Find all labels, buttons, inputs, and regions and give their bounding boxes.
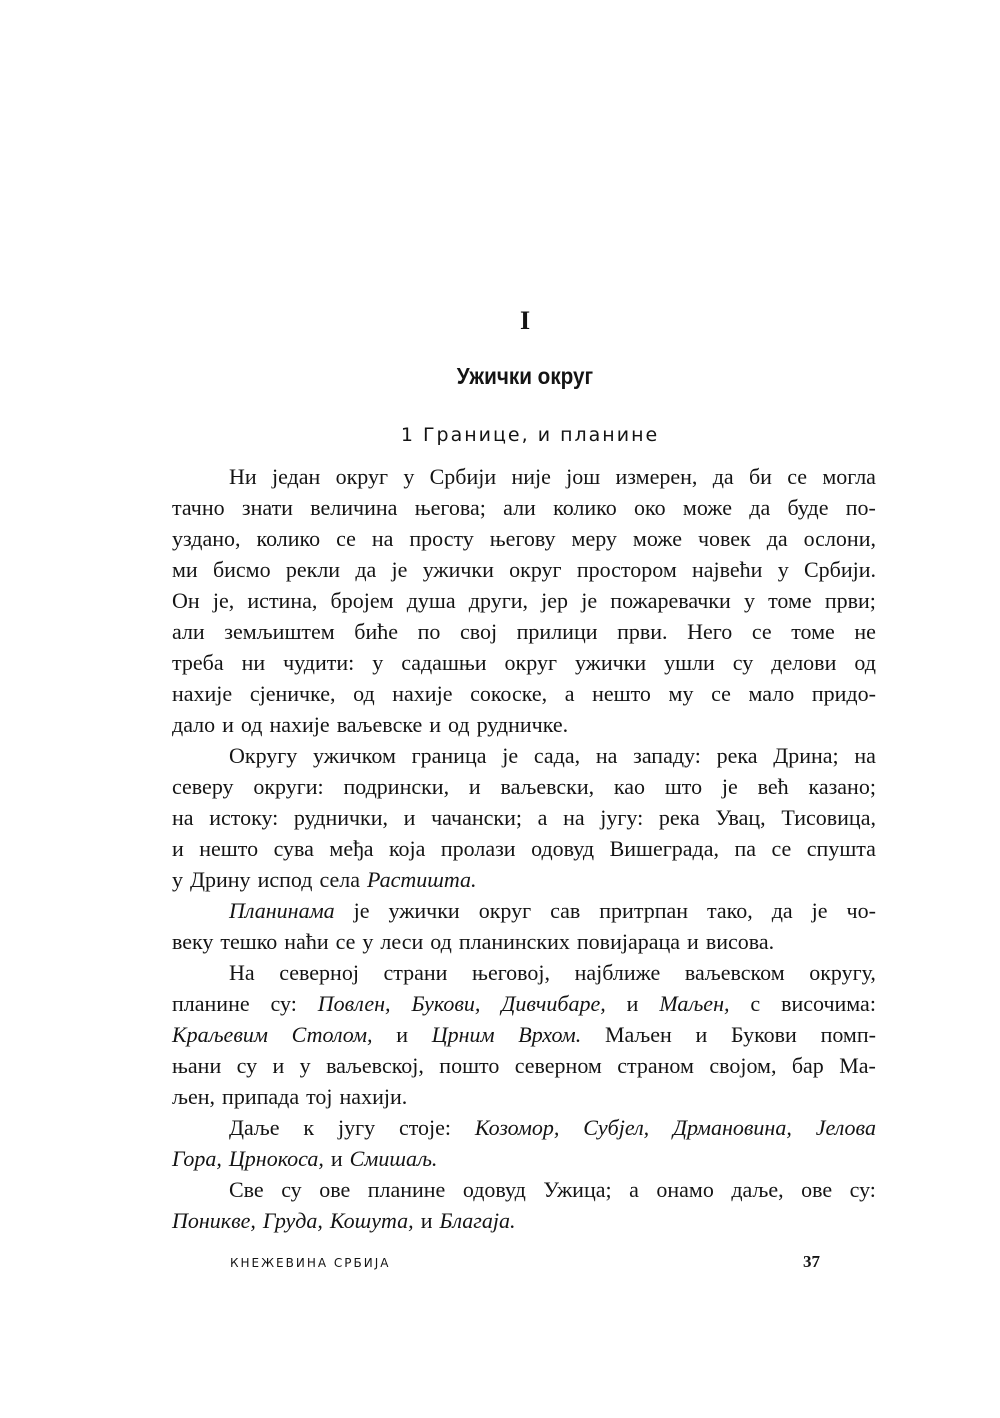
word: у xyxy=(372,650,384,675)
word: ужички xyxy=(574,650,647,675)
text-line xyxy=(172,585,876,616)
word: сува xyxy=(273,836,314,861)
text-line xyxy=(172,833,876,864)
word: је xyxy=(353,898,370,923)
word: округи: xyxy=(253,774,324,799)
word: округу, xyxy=(809,960,876,985)
word: испод xyxy=(257,867,313,892)
word: дало xyxy=(172,712,216,737)
word: је, xyxy=(212,588,235,613)
word: Тисовица, xyxy=(781,805,876,830)
word: Црним xyxy=(431,1022,495,1047)
word: планинских xyxy=(458,929,570,954)
word: од xyxy=(240,712,263,737)
word: ове xyxy=(319,1177,351,1202)
word: ваљевском xyxy=(684,960,785,985)
word: пролази xyxy=(440,836,516,861)
word: западу: xyxy=(633,743,701,768)
word: и xyxy=(687,929,699,954)
section-title: 1 Границе, и планине xyxy=(400,424,660,446)
word: Ни xyxy=(229,464,257,489)
word: треба xyxy=(172,650,224,675)
word: помп- xyxy=(820,1022,876,1047)
word: а xyxy=(629,1177,639,1202)
chapter-title: Ужички округ xyxy=(456,363,594,389)
word: најближе xyxy=(574,960,661,985)
word: и xyxy=(403,805,416,830)
word: нахије xyxy=(392,681,453,706)
word: Растишта. xyxy=(366,867,477,892)
word: југу: xyxy=(600,805,644,830)
word: Столом, xyxy=(291,1022,373,1047)
word: Све xyxy=(229,1177,264,1202)
word: Дрмановина, xyxy=(673,1115,792,1140)
word: знати xyxy=(241,495,293,520)
text-line xyxy=(172,461,876,492)
word: ужички xyxy=(388,898,460,923)
word: округ xyxy=(478,898,532,923)
word: да xyxy=(766,526,788,551)
word: земљиштем xyxy=(224,619,335,644)
word: је xyxy=(811,898,828,923)
word: и xyxy=(626,991,639,1016)
word: у xyxy=(403,464,415,489)
word: Повлен, xyxy=(317,991,391,1016)
word: меру xyxy=(571,526,617,551)
word: је xyxy=(581,588,598,613)
word: још xyxy=(566,464,601,489)
word: Смишаљ. xyxy=(349,1146,438,1171)
word: други, xyxy=(468,588,528,613)
text-line xyxy=(172,1050,876,1081)
word: Благаја. xyxy=(439,1208,516,1233)
running-title: КНЕЖЕВИНА СРБИЈА xyxy=(230,1256,391,1270)
word: у xyxy=(777,557,789,582)
word: већ xyxy=(757,774,789,799)
word: да xyxy=(712,464,734,489)
word: височима: xyxy=(781,991,876,1016)
word: подрински, xyxy=(343,774,450,799)
word: по- xyxy=(845,495,876,520)
word: к xyxy=(303,1115,315,1140)
word: Врхом. xyxy=(518,1022,582,1047)
text-line xyxy=(172,926,876,957)
text-line xyxy=(172,647,876,678)
word: делови xyxy=(771,650,837,675)
word: Груда, xyxy=(262,1208,323,1233)
word: нешто xyxy=(592,681,651,706)
word: у xyxy=(362,929,374,954)
word: његову xyxy=(489,526,556,551)
word: по xyxy=(417,619,441,644)
word: је xyxy=(721,774,738,799)
word: северу xyxy=(172,774,234,799)
word: округ xyxy=(335,464,389,489)
word: се xyxy=(336,526,356,551)
text-line xyxy=(172,1019,876,1050)
text-line xyxy=(172,616,876,647)
word: Краљевим xyxy=(172,1022,268,1047)
word: се xyxy=(771,836,792,861)
word: Он xyxy=(172,588,200,613)
word: од xyxy=(353,681,375,706)
word: бисмо xyxy=(212,557,271,582)
word: ми xyxy=(172,557,198,582)
word: су: xyxy=(849,1177,876,1202)
word: одовуд xyxy=(462,1177,526,1202)
word: његовој, xyxy=(472,960,551,985)
word: округ xyxy=(509,557,562,582)
word: ваљевски, xyxy=(500,774,595,799)
word: река xyxy=(716,743,758,768)
text-line xyxy=(172,957,876,988)
word: и xyxy=(468,774,481,799)
word: и xyxy=(330,1146,343,1171)
word: граница xyxy=(411,743,487,768)
word: и xyxy=(396,1022,409,1047)
word: му xyxy=(668,681,694,706)
word: својом, xyxy=(709,1053,777,1078)
word: међа xyxy=(329,836,374,861)
word: тако, xyxy=(707,898,753,923)
word: истина, xyxy=(247,588,318,613)
word: Поникве, xyxy=(172,1208,256,1233)
word: од xyxy=(430,929,452,954)
text-line xyxy=(172,554,876,585)
word: први; xyxy=(824,588,876,613)
word: ваљевске xyxy=(336,712,423,737)
word: највећи xyxy=(692,557,763,582)
word: бар xyxy=(791,1053,824,1078)
word: сав xyxy=(550,898,581,923)
word: тој xyxy=(306,1084,333,1109)
word: један xyxy=(271,464,321,489)
word: Србији xyxy=(429,464,497,489)
word: нахији. xyxy=(339,1084,408,1109)
text-line xyxy=(172,1081,876,1112)
word: Букови, xyxy=(411,991,481,1016)
word: нешто xyxy=(199,836,259,861)
word: ужичком xyxy=(313,743,396,768)
word: истоку: xyxy=(209,805,279,830)
word: планине xyxy=(367,1177,446,1202)
word: ужички xyxy=(422,557,494,582)
word: бројем xyxy=(330,588,394,613)
word: да xyxy=(355,557,377,582)
text-line xyxy=(172,678,876,709)
word: висова. xyxy=(705,929,775,954)
word: Маљен xyxy=(604,1022,672,1047)
word: рудничке. xyxy=(476,712,569,737)
word: се xyxy=(711,681,731,706)
word: томе xyxy=(791,619,835,644)
body-text xyxy=(172,461,876,1236)
word: уздано, xyxy=(172,526,241,551)
word: је xyxy=(502,743,519,768)
word: Дрину xyxy=(190,867,251,892)
word: у xyxy=(743,588,755,613)
word: Увац, xyxy=(715,805,766,830)
word: одовуд xyxy=(531,836,595,861)
word: се xyxy=(751,619,772,644)
word: На xyxy=(229,960,255,985)
word: не xyxy=(854,619,876,644)
word: ни xyxy=(241,650,266,675)
word: у xyxy=(172,867,183,892)
word: придо- xyxy=(811,681,876,706)
text-line xyxy=(172,492,876,523)
word: ове xyxy=(801,1177,833,1202)
word: и xyxy=(420,1208,433,1233)
text-line xyxy=(172,1205,876,1236)
word: ушли xyxy=(664,650,715,675)
word: руднички, xyxy=(293,805,389,830)
word: јер xyxy=(541,588,569,613)
word: су xyxy=(236,1053,258,1078)
word: веку xyxy=(172,929,214,954)
word: Јелова xyxy=(815,1115,876,1140)
word: да xyxy=(771,898,793,923)
word: су xyxy=(732,650,754,675)
word: мало xyxy=(748,681,795,706)
word: страни xyxy=(383,960,448,985)
word: чо- xyxy=(846,898,876,923)
word: ваљевској, xyxy=(326,1053,424,1078)
word: и xyxy=(222,712,234,737)
word: пошто xyxy=(439,1053,500,1078)
word: даље, xyxy=(731,1177,784,1202)
word: рекли xyxy=(285,557,341,582)
word: припада xyxy=(222,1084,300,1109)
chapter-number: I xyxy=(519,306,531,335)
word: буде xyxy=(787,495,829,520)
text-line xyxy=(172,1143,876,1174)
word: на xyxy=(172,805,194,830)
word: у xyxy=(299,1053,311,1078)
word: Србији. xyxy=(803,557,876,582)
word: југу xyxy=(337,1115,376,1140)
word: Кошута, xyxy=(329,1208,414,1233)
word: па xyxy=(734,836,757,861)
word: љен, xyxy=(172,1084,216,1109)
word: Даље xyxy=(229,1115,280,1140)
word: казано; xyxy=(808,774,876,799)
word: просту xyxy=(409,526,474,551)
word: тачно xyxy=(172,495,225,520)
word: Дивчибаре, xyxy=(501,991,606,1016)
word: река xyxy=(658,805,700,830)
word: свој xyxy=(459,619,498,644)
word: као xyxy=(613,774,646,799)
word: Планинама xyxy=(229,898,335,923)
word: и xyxy=(172,836,184,861)
word: и xyxy=(429,712,442,737)
word: први. xyxy=(617,619,668,644)
text-line xyxy=(172,802,876,833)
word: на xyxy=(595,743,618,768)
word: сада, xyxy=(533,743,581,768)
word: пожаревачки xyxy=(610,588,731,613)
word: Него xyxy=(687,619,733,644)
text-line xyxy=(172,864,876,895)
word: њани xyxy=(172,1053,222,1078)
word: Вишеграда, xyxy=(609,836,719,861)
word: округ xyxy=(504,650,557,675)
text-line xyxy=(172,709,876,740)
text-line xyxy=(172,771,876,802)
word: његова; xyxy=(414,495,486,520)
word: наћи xyxy=(284,929,329,954)
text-line xyxy=(172,895,876,926)
word: душа xyxy=(406,588,456,613)
word: садашњи xyxy=(401,650,487,675)
word: човек xyxy=(697,526,751,551)
word: Црнокоса, xyxy=(228,1146,324,1171)
word: на xyxy=(563,805,585,830)
word: леси xyxy=(380,929,424,954)
word: страном xyxy=(617,1053,694,1078)
word: измерен, xyxy=(615,464,698,489)
text-line xyxy=(172,523,876,554)
word: притрпан xyxy=(599,898,689,923)
word: од xyxy=(854,650,876,675)
word: могла xyxy=(822,464,876,489)
word: Округу xyxy=(229,743,298,768)
word: Гора, xyxy=(172,1146,222,1171)
word: сјеничке, xyxy=(249,681,336,706)
word: нахије xyxy=(269,712,330,737)
text-line xyxy=(172,740,876,771)
word: али xyxy=(503,495,536,520)
word: нахије xyxy=(172,681,233,706)
word: онамо xyxy=(656,1177,714,1202)
text-line xyxy=(172,988,876,1019)
page-footer xyxy=(230,1252,820,1272)
word: стоје: xyxy=(398,1115,452,1140)
word: је xyxy=(391,557,408,582)
word: и xyxy=(695,1022,708,1047)
word: Козомор, xyxy=(474,1115,560,1140)
text-line xyxy=(172,1174,876,1205)
word: Субјел, xyxy=(583,1115,650,1140)
word: Дрина; xyxy=(773,743,839,768)
word: планине xyxy=(172,991,250,1016)
word: простором xyxy=(576,557,677,582)
word: сокоске, xyxy=(470,681,548,706)
word: чачански; xyxy=(431,805,522,830)
word: није xyxy=(511,464,551,489)
word: која xyxy=(388,836,426,861)
word: на xyxy=(854,743,876,768)
word: северној xyxy=(279,960,359,985)
word: би xyxy=(748,464,772,489)
word: Букови xyxy=(731,1022,797,1047)
word: северном xyxy=(514,1053,602,1078)
word: може xyxy=(632,526,682,551)
word: Ужица; xyxy=(543,1177,612,1202)
word: на xyxy=(371,526,394,551)
word: спушта xyxy=(806,836,876,861)
word: су xyxy=(281,1177,302,1202)
word: повијараца xyxy=(576,929,681,954)
word: села xyxy=(319,867,360,892)
word: Ма- xyxy=(839,1053,876,1078)
word: се xyxy=(787,464,808,489)
page-number: 37 xyxy=(803,1252,820,1271)
word: чудити: xyxy=(283,650,355,675)
word: може xyxy=(682,495,732,520)
word: ослони, xyxy=(803,526,876,551)
text-line xyxy=(172,1112,876,1143)
word: а xyxy=(537,805,548,830)
word: се xyxy=(335,929,356,954)
word: око xyxy=(634,495,666,520)
word: али xyxy=(172,619,205,644)
word: томе xyxy=(768,588,812,613)
word: су: xyxy=(270,991,297,1016)
word: а xyxy=(564,681,575,706)
word: величина xyxy=(310,495,398,520)
word: Маљен, xyxy=(659,991,730,1016)
word: што xyxy=(664,774,703,799)
word: колико xyxy=(553,495,617,520)
word: тешко xyxy=(220,929,278,954)
word: биће xyxy=(354,619,398,644)
word: и xyxy=(272,1053,285,1078)
word: прилици xyxy=(516,619,598,644)
word: колико xyxy=(256,526,321,551)
word: од xyxy=(448,712,470,737)
word: с xyxy=(750,991,761,1016)
word: да xyxy=(749,495,771,520)
